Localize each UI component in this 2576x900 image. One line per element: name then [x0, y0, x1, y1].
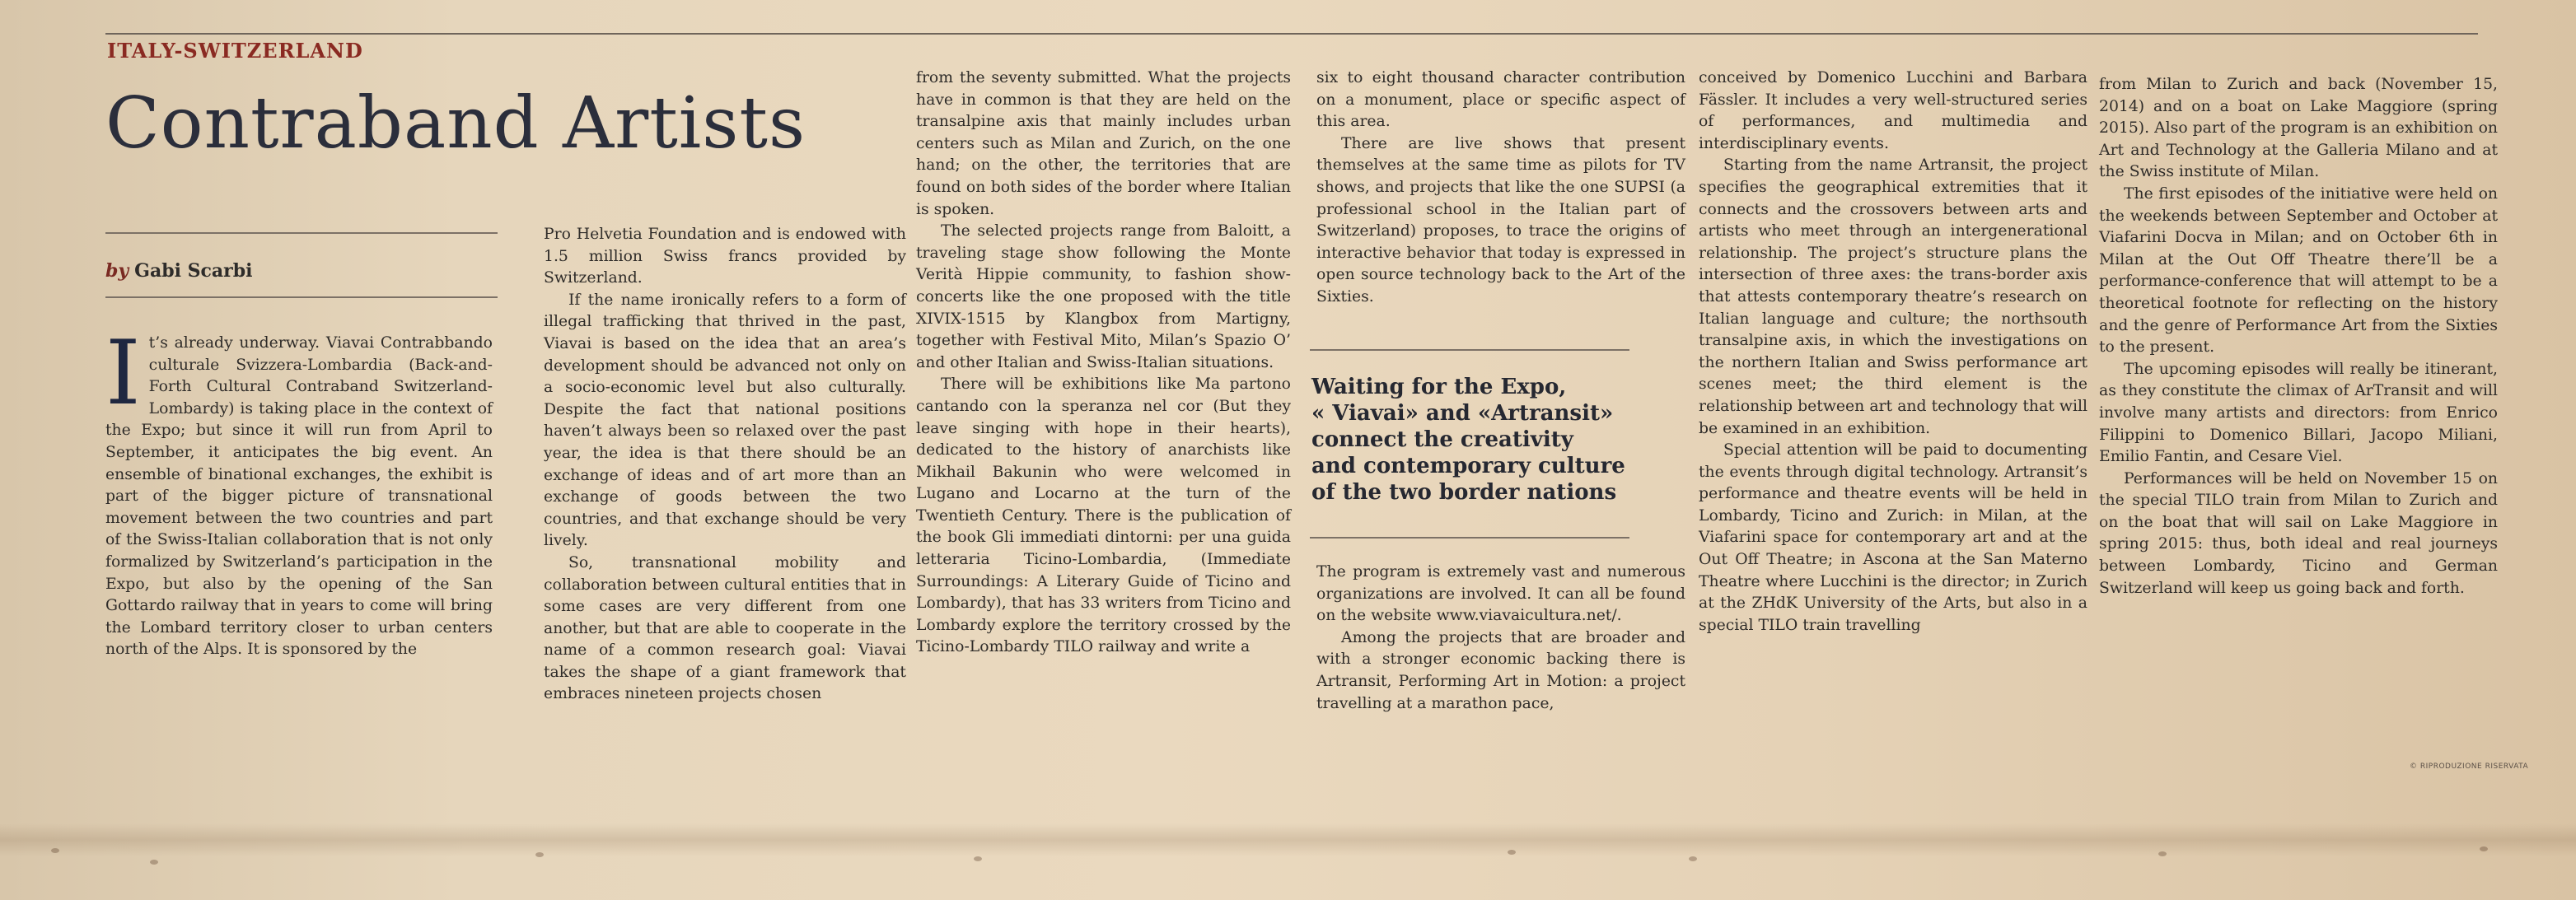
column-4-continued: [1316, 562, 1685, 715]
top-rule: [105, 33, 2478, 35]
column-6: [2099, 74, 2498, 599]
paragraph: The program is extremely vast and numerous organizations are involved. It can all be found on the website www.viavaicultura.net/.: [1316, 563, 1685, 625]
paragraph: There will be exhibitions like Ma partono cantando con la speranza nel cor (But they leave singing with hope in their hearts), dedicated to the history of anarchists like Mikhail Bakunin who were welcomed in Lugano and Locarno at the turn of the Twentieth Century. There is the publication of the book Gli immediati dintorni: per una guida letteraria Ticino-Lombardia, (Immediate Surroundings: A Literary Guide of Ticino and Lombardy), that has 33 writers from Ticino and Lombardy explore the territory crossed by the Ticino-Lombardy TILO railway and write a: [916, 375, 1291, 656]
paragraph: Among the projects that are broader and with a stronger economic backing there is Artransit, Performing Art in Motion: a project travelling at a marathon pace,: [1316, 628, 1685, 712]
paragraph: t’s already underway. Viavai Contrabbando culturale Svizzera-Lombardia (Back-and-Forth Cultural Contraband Switzerland-Lombardy) is taking place in the context of the Expo; but since it will run from April to September, it anticipates the big event. An ensemble of binational exchanges, the exhibit is part of the bigger picture of transnational movement between the two countries and part of the Swiss-Italian collaboration that is not only formalized by Switzerland’s participation in the Expo, but also by the opening of the San Gottardo railway that in years to come will bring the Lombard territory closer to urban centers north of the Alps. It is sponsored by the: [105, 334, 493, 659]
paper-speck: [1508, 850, 1516, 855]
pullquote-line: of the two border nations: [1311, 480, 1617, 505]
paragraph: from the seventy submitted. What the projects have in common is that they are held on the transalpine axis that mainly includes urban centers such as Milan and Zurich, on the one hand; on the other, the territories that are found on both sides of the border where Italian is spoken.: [916, 69, 1291, 218]
column-3: [916, 68, 1291, 659]
paragraph: Pro Helvetia Foundation and is endowed with 1.5 million Swiss francs provided by Switzerland.: [544, 226, 906, 287]
headline: Contraband Artists: [105, 82, 806, 165]
column-5: [1699, 68, 2087, 637]
byline: [105, 260, 252, 282]
paragraph: The selected projects range from Baloitt, a traveling stage show following the Monte Verità Hippie community, to fashion show-concerts like the one proposed with the title XIVIX-1515 by Klangbox from Martigny, together with Festival Mito, Milan’s Spazio O’ and other Italian and Swiss-Italian situations.: [916, 222, 1291, 371]
paragraph: Performances will be held on November 15 on the special TILO train from Milan to Zurich and on the boat that will sail on Lake Maggiore in spring 2015: thus, both ideal and real journeys between Lombardy, Ticino and German Switzerland will keep us going back and forth.: [2099, 469, 2498, 597]
paragraph: Special attention will be paid to documenting the events through digital technology. Artransit’s performance and theatre events will be held in Lombardy, Ticino and Zurich: in Milan, at the Viafarini space for contemporary art and at the Out Off Theatre; in Ascona at the San Materno Theatre where Lucchini is the director; in Zurich at the ZHdK University of the Arts, but also in a special TILO train travelling: [1699, 441, 2087, 634]
byline-rule-top: [105, 232, 498, 234]
pullquote: [1311, 374, 1657, 506]
section-kicker: ITALY-SWITZERLAND: [107, 39, 363, 63]
paper-speck: [2480, 846, 2488, 851]
byline-prefix: by: [105, 260, 129, 282]
column-2: [544, 224, 906, 706]
paragraph: If the name ironically refers to a form of illegal trafficking that thrived in the past, Viavai is based on the idea that an area’s development should be advanced not only on a socio-economic level but also culturally. Despite the fact that national positions haven’t always been so relaxed over the past year, the idea is that there should be an exchange of ideas and of art more than an exchange of goods between the two countries, and that exchange should be very lively.: [544, 291, 906, 550]
paragraph: There are live shows that present themselves at the same time as pilots for TV shows, and projects that like the one SUPSI (a professional school in the Italian part of Switzerland) proposes, to trace the origins of interactive behavior that today is expressed in open source technology back to the Art of the Sixties.: [1316, 134, 1685, 305]
paper-speck: [51, 848, 59, 853]
paragraph: Starting from the name Artransit, the project specifies the geographical extremities that it connects and the crossovers between arts and artists who meet through an intergenerational relationship. The project’s structure plans the intersection of three axes: the trans-border axis that attests contemporary theatre’s research on Italian language and culture; the northsouth transalpine axis, in which the investigations on the northern Italian and Swiss performance art scenes meet; the third element is the relationship between art and technology that will be examined in an exhibition.: [1699, 156, 2087, 437]
paragraph: from Milan to Zurich and back (November 15, 2014) and on a boat on Lake Maggiore (spring 2015). Also part of the program is an exhibition on Art and Technology at the Galleria Milano and at the Swiss institute of Milan.: [2099, 76, 2498, 181]
paper-speck: [1689, 856, 1697, 861]
paper-speck: [974, 856, 982, 861]
paragraph: The first episodes of the initiative were held on the weekends between September and October at Viafarini Docva in Milan; and on October 6th in Milan at the Out Off Theatre there’ll be a performance-conference that will attempt to be a theoretical footnote for reflecting on the history and the genre of Performance Art from the Sixties to the present.: [2099, 184, 2498, 357]
paragraph: six to eight thousand character contribution on a monument, place or specific aspect of this area.: [1316, 69, 1685, 131]
column-1: [105, 322, 493, 661]
paper-fold: [0, 823, 2576, 856]
paragraph: conceived by Domenico Lucchini and Barbara Fässler. It includes a very well-structured series of performances, and multimedia and interdisciplinary events.: [1699, 69, 2087, 152]
byline-rule-bottom: [105, 296, 498, 298]
drop-cap: I: [105, 322, 141, 425]
paragraph: The upcoming episodes will really be itinerant, as they constitute the climax of ArTransit and will involve many artists and directors: from Enrico Filippini to Domenico Billari, Jacopo Miliani, Emilio Fantin, and Cesare Viel.: [2099, 360, 2498, 466]
paragraph: So, transnational mobility and collaboration between cultural entities that in some cases are very different from one another, but that are able to cooperate in the name of a common research goal: Viavai takes the shape of a giant framework that embraces nineteen projects chosen: [544, 553, 906, 703]
pullquote-line: Waiting for the Expo,: [1311, 375, 1567, 399]
pullquote-rule-top: [1310, 349, 1629, 351]
column-4: [1316, 68, 1685, 309]
paper-speck: [535, 852, 544, 857]
paper-speck: [150, 860, 158, 865]
pullquote-rule-bottom: [1310, 537, 1629, 539]
pullquote-line: connect the creativity: [1311, 427, 1573, 452]
author-name: Gabi Scarbi: [134, 260, 253, 282]
copyright-credit: © RIPRODUZIONE RISERVATA: [2410, 762, 2529, 771]
pullquote-line: and contemporary culture: [1311, 454, 1625, 478]
paper-speck: [2158, 851, 2167, 856]
pullquote-line: « Viavai» and «Artransit»: [1311, 401, 1614, 426]
